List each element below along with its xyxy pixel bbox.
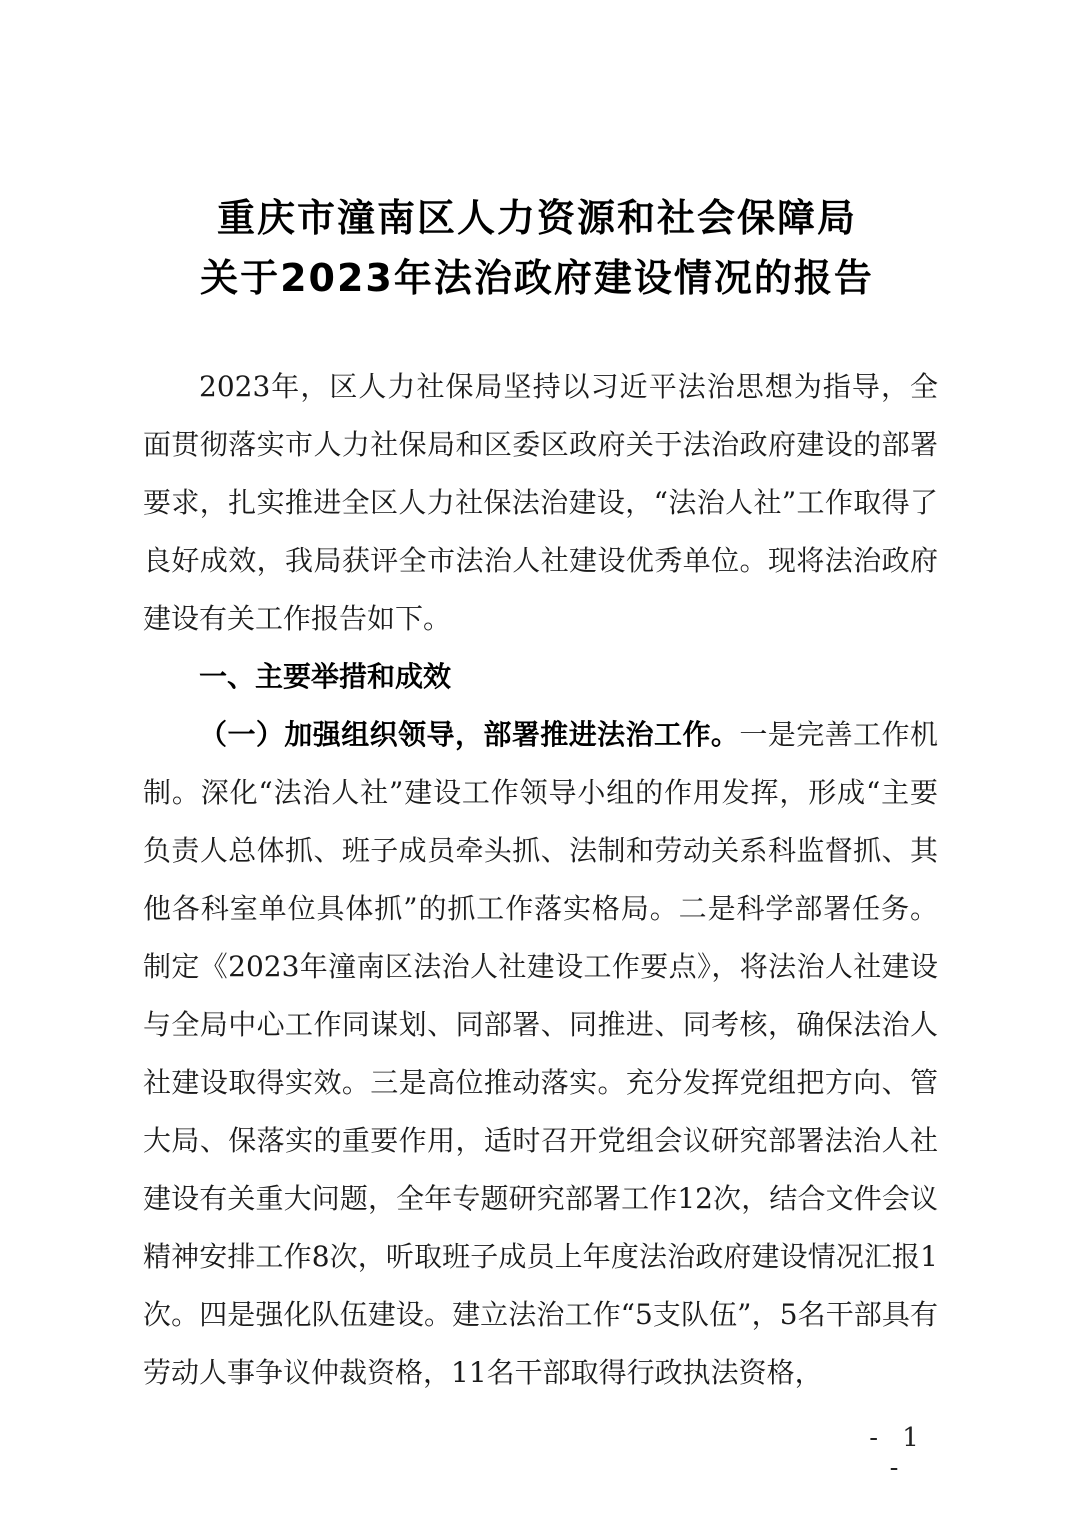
document-title-line-2: 关于2023年法治政府建设情况的报告 (200, 256, 874, 300)
subsection-body-1: 一是完善工作机制。深化“法治人社”建设工作领导小组的作用发挥，形成“主要负责人总体抓、班子成员牵头抓、法制和劳动关系科监督抓、其他各科室单位具体抓”的抓工作落实格局。二是科学部署任务。制定《2023年潼南区法治人社建设工作要点》，将法治人社建设与全局中心工作同谋划、同部署、同推进、同考核，确保法治人社建设取得实效。三是高位推动落实。充分发挥党组把方向、管大局、保落实的重要作用，适时召开党组会议研究部署法治人社建设有关重大问题，全年专题研究部署工作12次，结合文件会议精神安排工作8次，听取班子成员上年度法治政府建设情况汇报1次。四是强化队伍建设。建立法治工作“5支队伍”，5名干部具有劳动人事争议仲裁资格，11名干部取得行政执法资格， (143, 718, 938, 1389)
document-body (143, 358, 938, 1402)
document-title-line-1: 重庆市潼南区人力资源和社会保障局 (216, 196, 857, 240)
intro-paragraph: 2023年，区人力社保局坚持以习近平法治思想为指导，全面贯彻落实市人力社保局和区委区政府关于法治政府建设的部署要求，扎实推进全区人力社保法治建设，“法治人社”工作取得了良好成效，我局获评全市法治人社建设优秀单位。现将法治政府建设有关工作报告如下。 (143, 370, 938, 635)
section-heading-1: 一、主要举措和成效 (199, 660, 452, 693)
subsection-heading-1: （一）加强组织领导，部署推进法治工作。 (199, 718, 740, 751)
page-number: - 1 - (869, 1423, 927, 1483)
subsection-paragraph-1 (143, 706, 938, 1402)
